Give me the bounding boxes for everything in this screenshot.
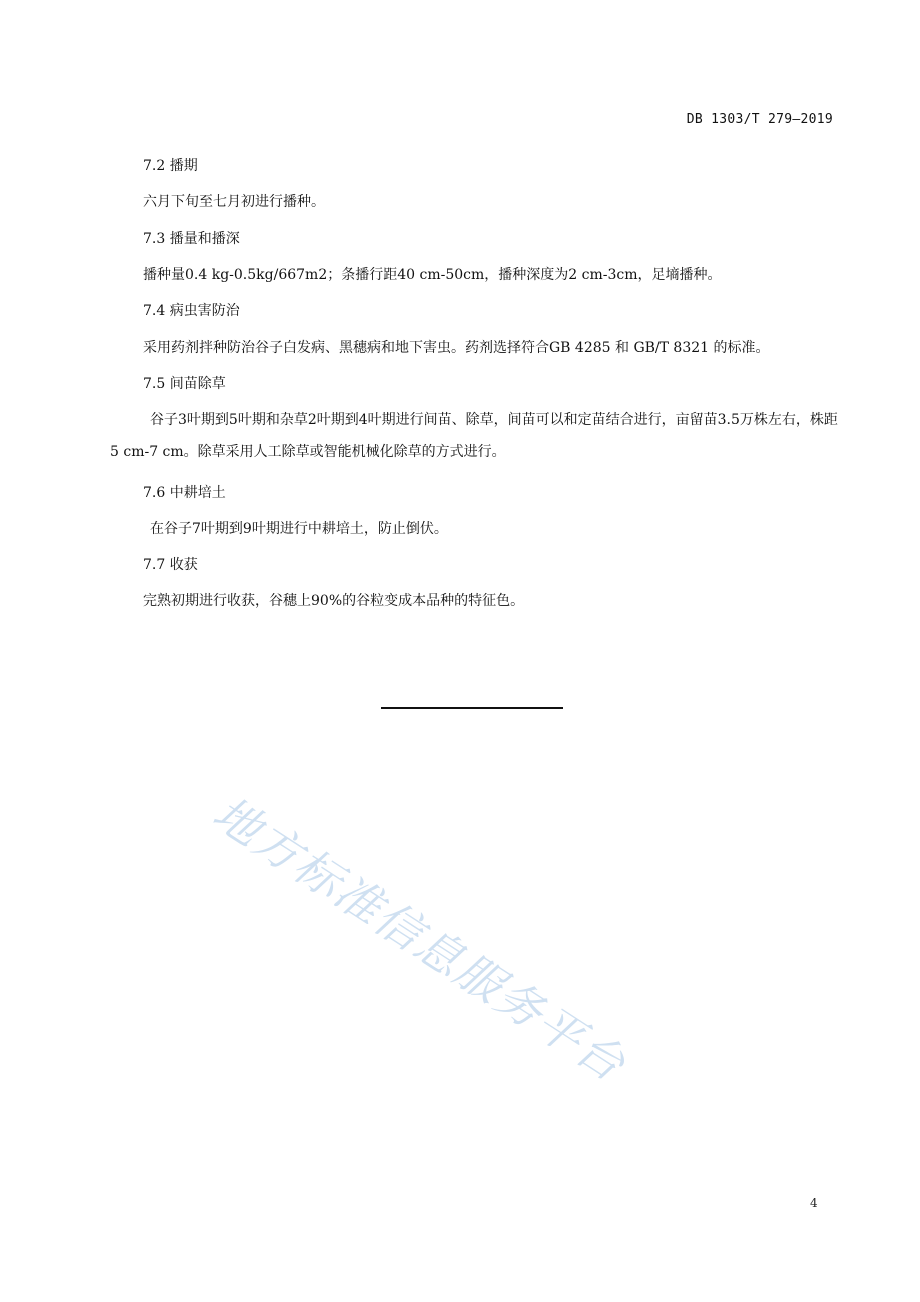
section-body-7-5: 谷子3叶期到5叶期和杂草2叶期到4叶期进行间苗、除草，间苗可以和定苗结合进行，亩留苗3.5万株左右，株距5 cm-7 cm。除草采用人工除草或智能机械化除草的方式进行。: [110, 412, 838, 460]
section-heading-7-7: 7.7 收获: [143, 557, 198, 573]
section-heading-7-2: 7.2 播期: [143, 158, 198, 174]
page-number: 4: [810, 1196, 818, 1210]
section-body-7-6: 在谷子7叶期到9叶期进行中耕培土，防止倒伏。: [150, 521, 448, 537]
section-body-7-2: 六月下旬至七月初进行播种。: [143, 194, 325, 210]
section-heading-7-5: 7.5 间苗除草: [143, 376, 226, 392]
document-code: DB 1303/T 279—2019: [686, 112, 833, 127]
end-of-document-rule: [381, 707, 563, 709]
section-heading-7-6: 7.6 中耕培土: [143, 485, 226, 501]
section-heading-7-4: 7.4 病虫害防治: [143, 303, 240, 319]
section-body-7-7: 完熟初期进行收获，谷穗上90%的谷粒变成本品种的特征色。: [143, 593, 525, 609]
section-body-7-3: 播种量0.4 kg-0.5kg/667m2；条播行距40 cm-50cm，播种深度为2 cm-3cm，足墒播种。: [143, 267, 722, 283]
section-body-7-4: 采用药剂拌种防治谷子白发病、黑穗病和地下害虫。药剂选择符合GB 4285 和 GB/T 8321 的标准。: [143, 340, 770, 356]
watermark-text: 地方标准信息服务平台: [203, 785, 636, 1093]
section-heading-7-3: 7.3 播量和播深: [143, 231, 240, 247]
